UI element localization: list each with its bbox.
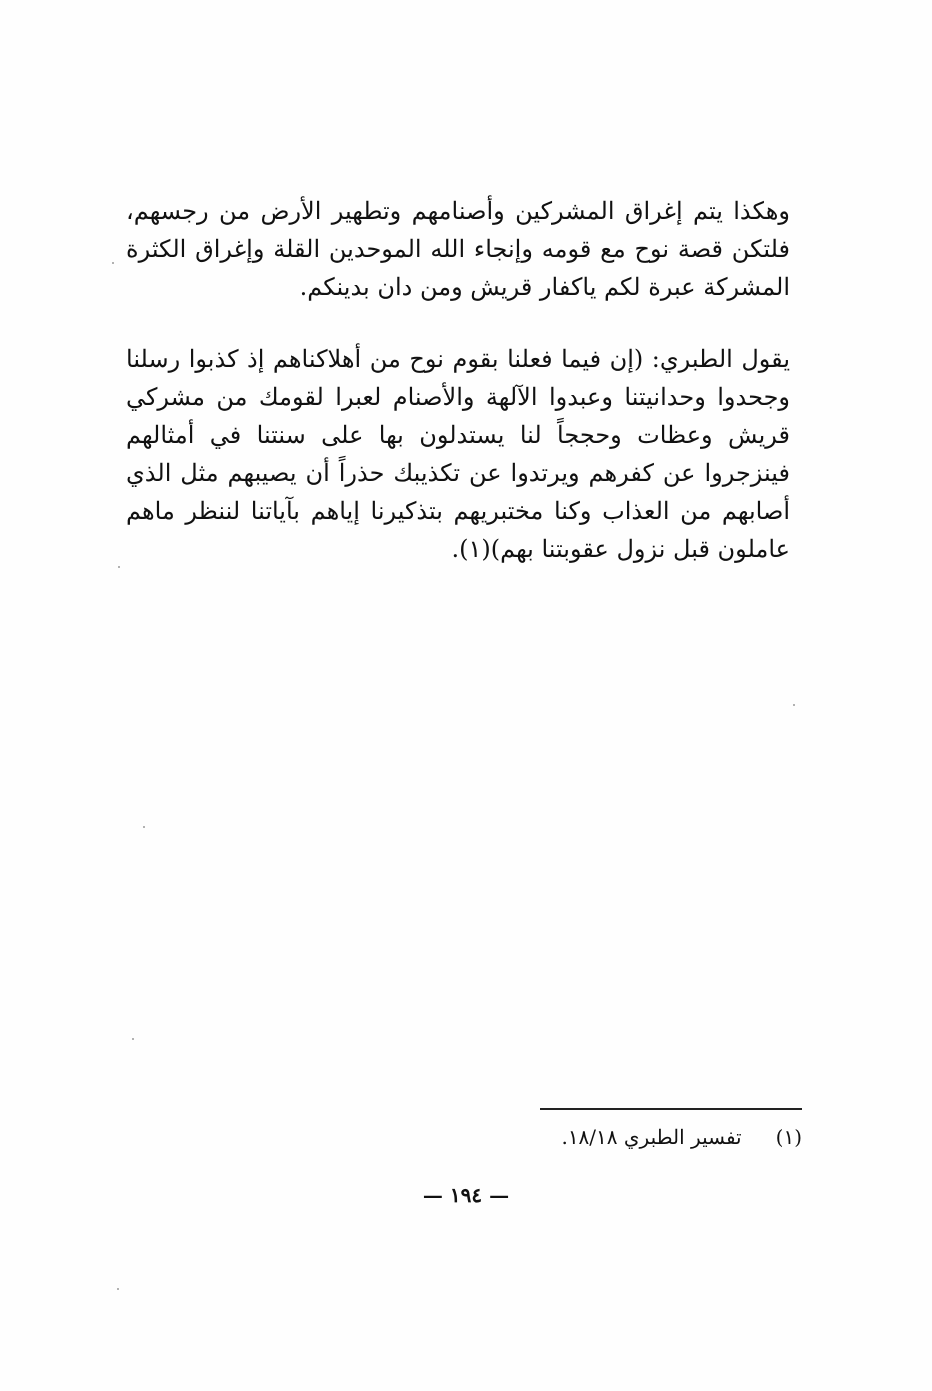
scan-speck xyxy=(793,704,795,706)
footnote-marker: (١) xyxy=(775,1125,802,1149)
scan-speck xyxy=(143,826,145,828)
scan-speck xyxy=(117,1288,119,1290)
footnote-separator xyxy=(540,1108,802,1110)
footnote-text: تفسير الطبري ١٨/١٨. xyxy=(561,1125,742,1149)
page-number: — ١٩٤ — xyxy=(422,1183,510,1207)
scan-speck xyxy=(118,566,120,568)
scan-speck xyxy=(112,262,114,264)
paragraph-1: وهكذا يتم إغراق المشركين وأصنامهم وتطهير الأرض من رجسهم، فلتكن قصة نوح مع قومه وإنجاء الله الموحدين القلة وإغراق الكثرة المشركة عبرة لكم ياكفار قريش ومن دان بدينكم. xyxy=(126,197,790,301)
scan-speck xyxy=(132,1038,134,1040)
footnote xyxy=(540,1122,802,1152)
paragraph-2: يقول الطبري: (إن فيما فعلنا بقوم نوح من أهلاكناهم إذ كذبوا رسلنا وجحدوا وحدانيتنا وعبدوا الآلهة والأصنام لعبرا لقومك من مشركي قريش وعظات وحججاً لنا يستدلون بها على سنتنا في أمثالهم فينزجروا عن كفرهم ويرتدوا عن تكذيبك حذراً أن يصيبهم مثل الذي أصابهم من العذاب وكنا مختبريهم بتذكيرنا إياهم بآياتنا لننظر ماهم عاملون قبل نزول عقوبتنا بهم)(١). xyxy=(126,345,790,563)
